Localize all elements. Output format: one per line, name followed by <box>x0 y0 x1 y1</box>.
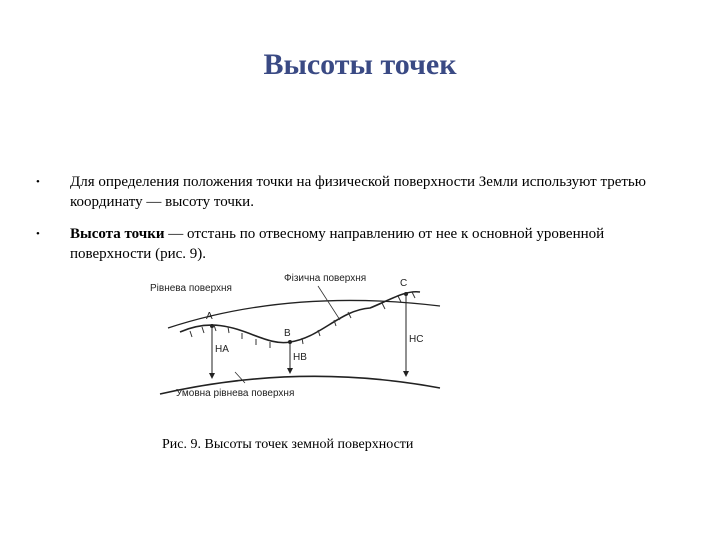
figure-caption: Рис. 9. Высоты точек земной поверхности <box>162 437 414 452</box>
bullet-item-1 <box>36 172 676 212</box>
height-c-label: HC <box>409 334 424 345</box>
level-surface-label: Рівнева поверхня <box>150 283 232 294</box>
height-a-label: HA <box>215 344 229 355</box>
bullet-dot-icon: • <box>36 228 40 240</box>
height-b-label: HB <box>293 352 307 363</box>
physical-surface-curve <box>180 292 420 343</box>
slide-title: Высоты точек <box>263 48 457 81</box>
heights-diagram <box>150 270 450 412</box>
bullet-term: Высота точки <box>70 226 165 242</box>
bullet-list <box>36 172 676 276</box>
point-a-label: A <box>206 311 213 322</box>
bullet-text-2: — отстань по отвесному направлению от нее к основной уровенной поверхности (рис. 9). <box>70 226 605 262</box>
bullet-item-2 <box>36 224 676 264</box>
physical-label-leader <box>318 286 340 320</box>
bullet-dot-icon: • <box>36 176 40 188</box>
point-b-marker <box>288 340 292 344</box>
terrain-hatching <box>190 292 415 348</box>
height-c-arrow-icon <box>403 371 409 377</box>
height-b-arrow-icon <box>287 368 293 374</box>
point-b-label: B <box>284 328 291 339</box>
height-a-arrow-icon <box>209 373 215 379</box>
point-a-marker <box>210 324 214 328</box>
point-c-marker <box>404 292 408 296</box>
physical-surface-label: Фізична поверхня <box>284 273 367 284</box>
point-c-label: C <box>400 278 408 289</box>
datum-surface-label: Умовна рівнева поверхня <box>176 388 295 399</box>
bullet-text-1: Для определения положения точки на физической поверхности Земли используют третью координату — высоту точки. <box>70 174 646 210</box>
